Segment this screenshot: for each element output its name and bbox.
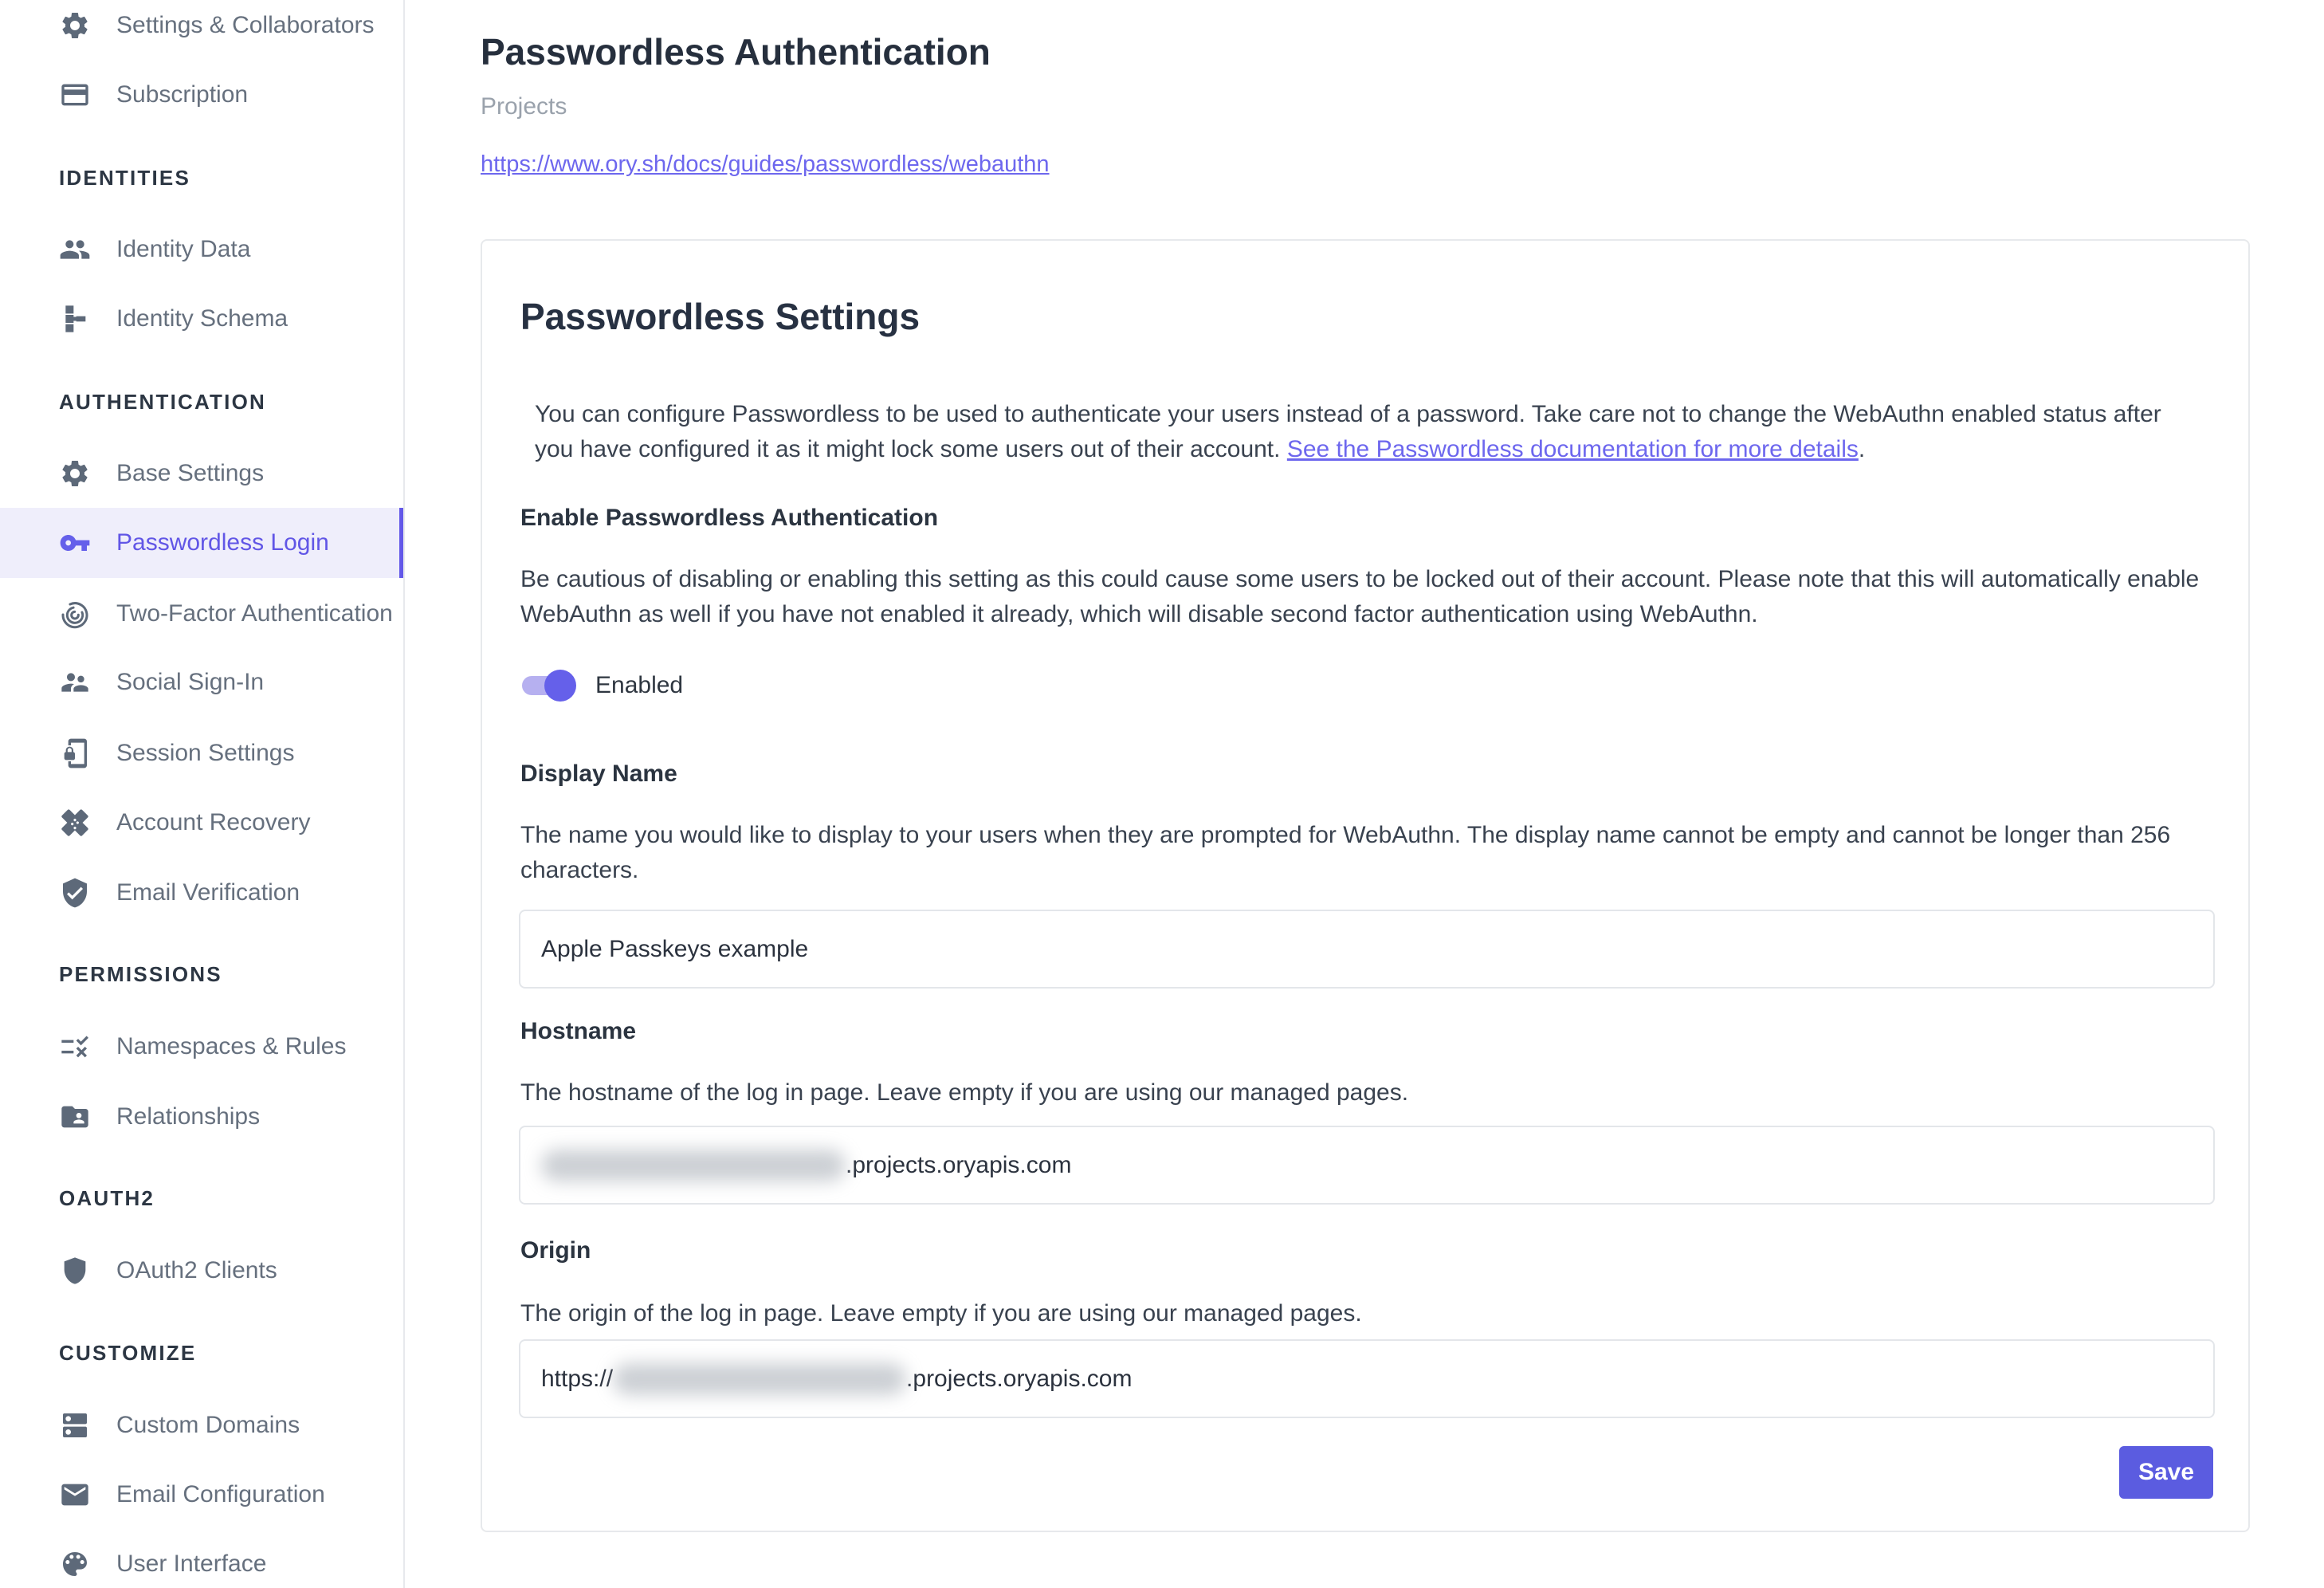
sidebar — [0, 0, 405, 1588]
sidebar-section-identities: IDENTITIES — [59, 165, 191, 190]
sidebar-item-label: Settings & Collaborators — [116, 12, 375, 38]
redacted-hostname-blur — [541, 1150, 846, 1181]
hostname-input[interactable] — [519, 1126, 2215, 1205]
intro-text: You can configure Passwordless to be used to authenticate your users instead of a password. Take care not to change the WebAuthn enabled status after you have configured it as it might lock some users out of their account. — [535, 401, 2161, 462]
origin-suffix: .projects.oryapis.com — [906, 1365, 1133, 1392]
sidebar-item-email-configuration[interactable]: Email Configuration — [0, 1460, 405, 1530]
hostname-label: Hostname — [520, 1018, 637, 1044]
passwordless-toggle[interactable] — [522, 668, 576, 703]
sidebar-item-social-sign-in[interactable]: Social Sign-In — [0, 647, 405, 717]
passwordless-doc-link[interactable]: See the Passwordless documentation for more details — [1286, 436, 1859, 462]
sidebar-item-two-factor-authentication[interactable]: Two-Factor Authentication — [0, 579, 405, 649]
schema-icon — [59, 303, 91, 335]
sidebar-item-account-recovery[interactable]: Account Recovery — [0, 788, 405, 858]
sidebar-item-identity-schema[interactable]: Identity Schema — [0, 284, 405, 354]
breadcrumb: Projects — [481, 93, 567, 120]
sidebar-item-identity-data[interactable]: Identity Data — [0, 214, 405, 285]
intro-paragraph: You can configure Passwordless to be used to authenticate your users instead of a password. Take care not to change the WebAuthn enabled status after you have configured it as it might lock some users out of their account. See the Passwordless documentation for more details. — [535, 401, 2161, 462]
people-icon — [59, 234, 91, 265]
sidebar-item-namespaces-rules[interactable]: Namespaces & Rules — [0, 1012, 405, 1082]
sidebar-item-settings-collaborators[interactable] — [0, 0, 405, 61]
sidebar-section-customize: CUSTOMIZE — [59, 1340, 197, 1365]
webauthn-doc-link[interactable]: https://www.ory.sh/docs/guides/passwordless/webauthn — [481, 151, 1050, 177]
sidebar-section-authentication: AUTHENTICATION — [59, 389, 266, 414]
sidebar-item-passwordless-login[interactable]: Passwordless Login — [0, 508, 405, 578]
save-button[interactable]: Save — [2119, 1446, 2213, 1499]
folder-shared-icon — [59, 1101, 91, 1133]
sidebar-item-session-settings[interactable]: Session Settings — [0, 718, 405, 788]
display-name-value: Apple Passkeys example — [541, 935, 809, 962]
phone-lock-icon — [59, 737, 91, 769]
hostname-suffix: .projects.oryapis.com — [846, 1151, 1072, 1178]
redacted-origin-blur — [613, 1363, 906, 1395]
sidebar-item-custom-domains[interactable]: Custom Domains — [0, 1390, 405, 1460]
social-people-icon — [59, 666, 91, 698]
card-title: Passwordless Settings — [520, 296, 921, 337]
shield-icon — [59, 1255, 91, 1287]
sidebar-item-oauth2-clients[interactable]: OAuth2 Clients — [0, 1236, 405, 1306]
enable-passwordless-description: Be cautious of disabling or enabling this setting as this could cause some users to be locked out of their account. Please note that this will automatically enable WebAuthn as well if you have not enabled it already, which will disable second factor authentication using WebAuthn. — [520, 566, 2200, 627]
dns-icon — [59, 1409, 91, 1441]
shield-check-icon — [59, 877, 91, 909]
sidebar-item-email-verification[interactable]: Email Verification — [0, 858, 405, 928]
toggle-state-label: Enabled — [595, 672, 684, 698]
bandaid-icon — [59, 807, 91, 839]
enable-toggle-row — [522, 666, 683, 705]
origin-label: Origin — [520, 1237, 591, 1264]
mail-icon — [59, 1479, 91, 1511]
hostname-description: The hostname of the log in page. Leave empty if you are using our managed pages. — [520, 1079, 1409, 1106]
origin-input[interactable] — [519, 1339, 2215, 1418]
sidebar-item-base-settings[interactable]: Base Settings — [0, 438, 405, 509]
gear-icon — [59, 458, 91, 489]
sidebar-item-user-interface[interactable]: User Interface — [0, 1529, 405, 1588]
sidebar-section-oauth2: OAUTH2 — [59, 1185, 155, 1210]
sidebar-section-permissions: PERMISSIONS — [59, 961, 222, 986]
origin-prefix: https:// — [541, 1365, 614, 1392]
key-icon — [59, 527, 91, 559]
credit-card-icon — [59, 79, 91, 111]
passwordless-settings-card — [481, 239, 2250, 1532]
toggle-knob — [544, 670, 576, 702]
display-name-description: The name you would like to display to your users when they are prompted for WebAuthn. The display name cannot be empty and cannot be longer than 256 characters. — [520, 822, 2171, 883]
palette-icon — [59, 1548, 91, 1580]
page-title: Passwordless Authentication — [481, 31, 991, 73]
display-name-label: Display Name — [520, 761, 677, 787]
display-name-input[interactable] — [519, 910, 2215, 989]
enable-passwordless-label: Enable Passwordless Authentication — [520, 505, 939, 531]
rules-icon — [59, 1031, 91, 1063]
sidebar-item-relationships[interactable]: Relationships — [0, 1082, 405, 1152]
gear-icon — [59, 10, 91, 41]
origin-description: The origin of the log in page. Leave empty if you are using our managed pages. — [520, 1300, 1362, 1327]
fingerprint-icon — [59, 598, 91, 630]
sidebar-item-subscription[interactable]: Subscription — [0, 60, 405, 130]
